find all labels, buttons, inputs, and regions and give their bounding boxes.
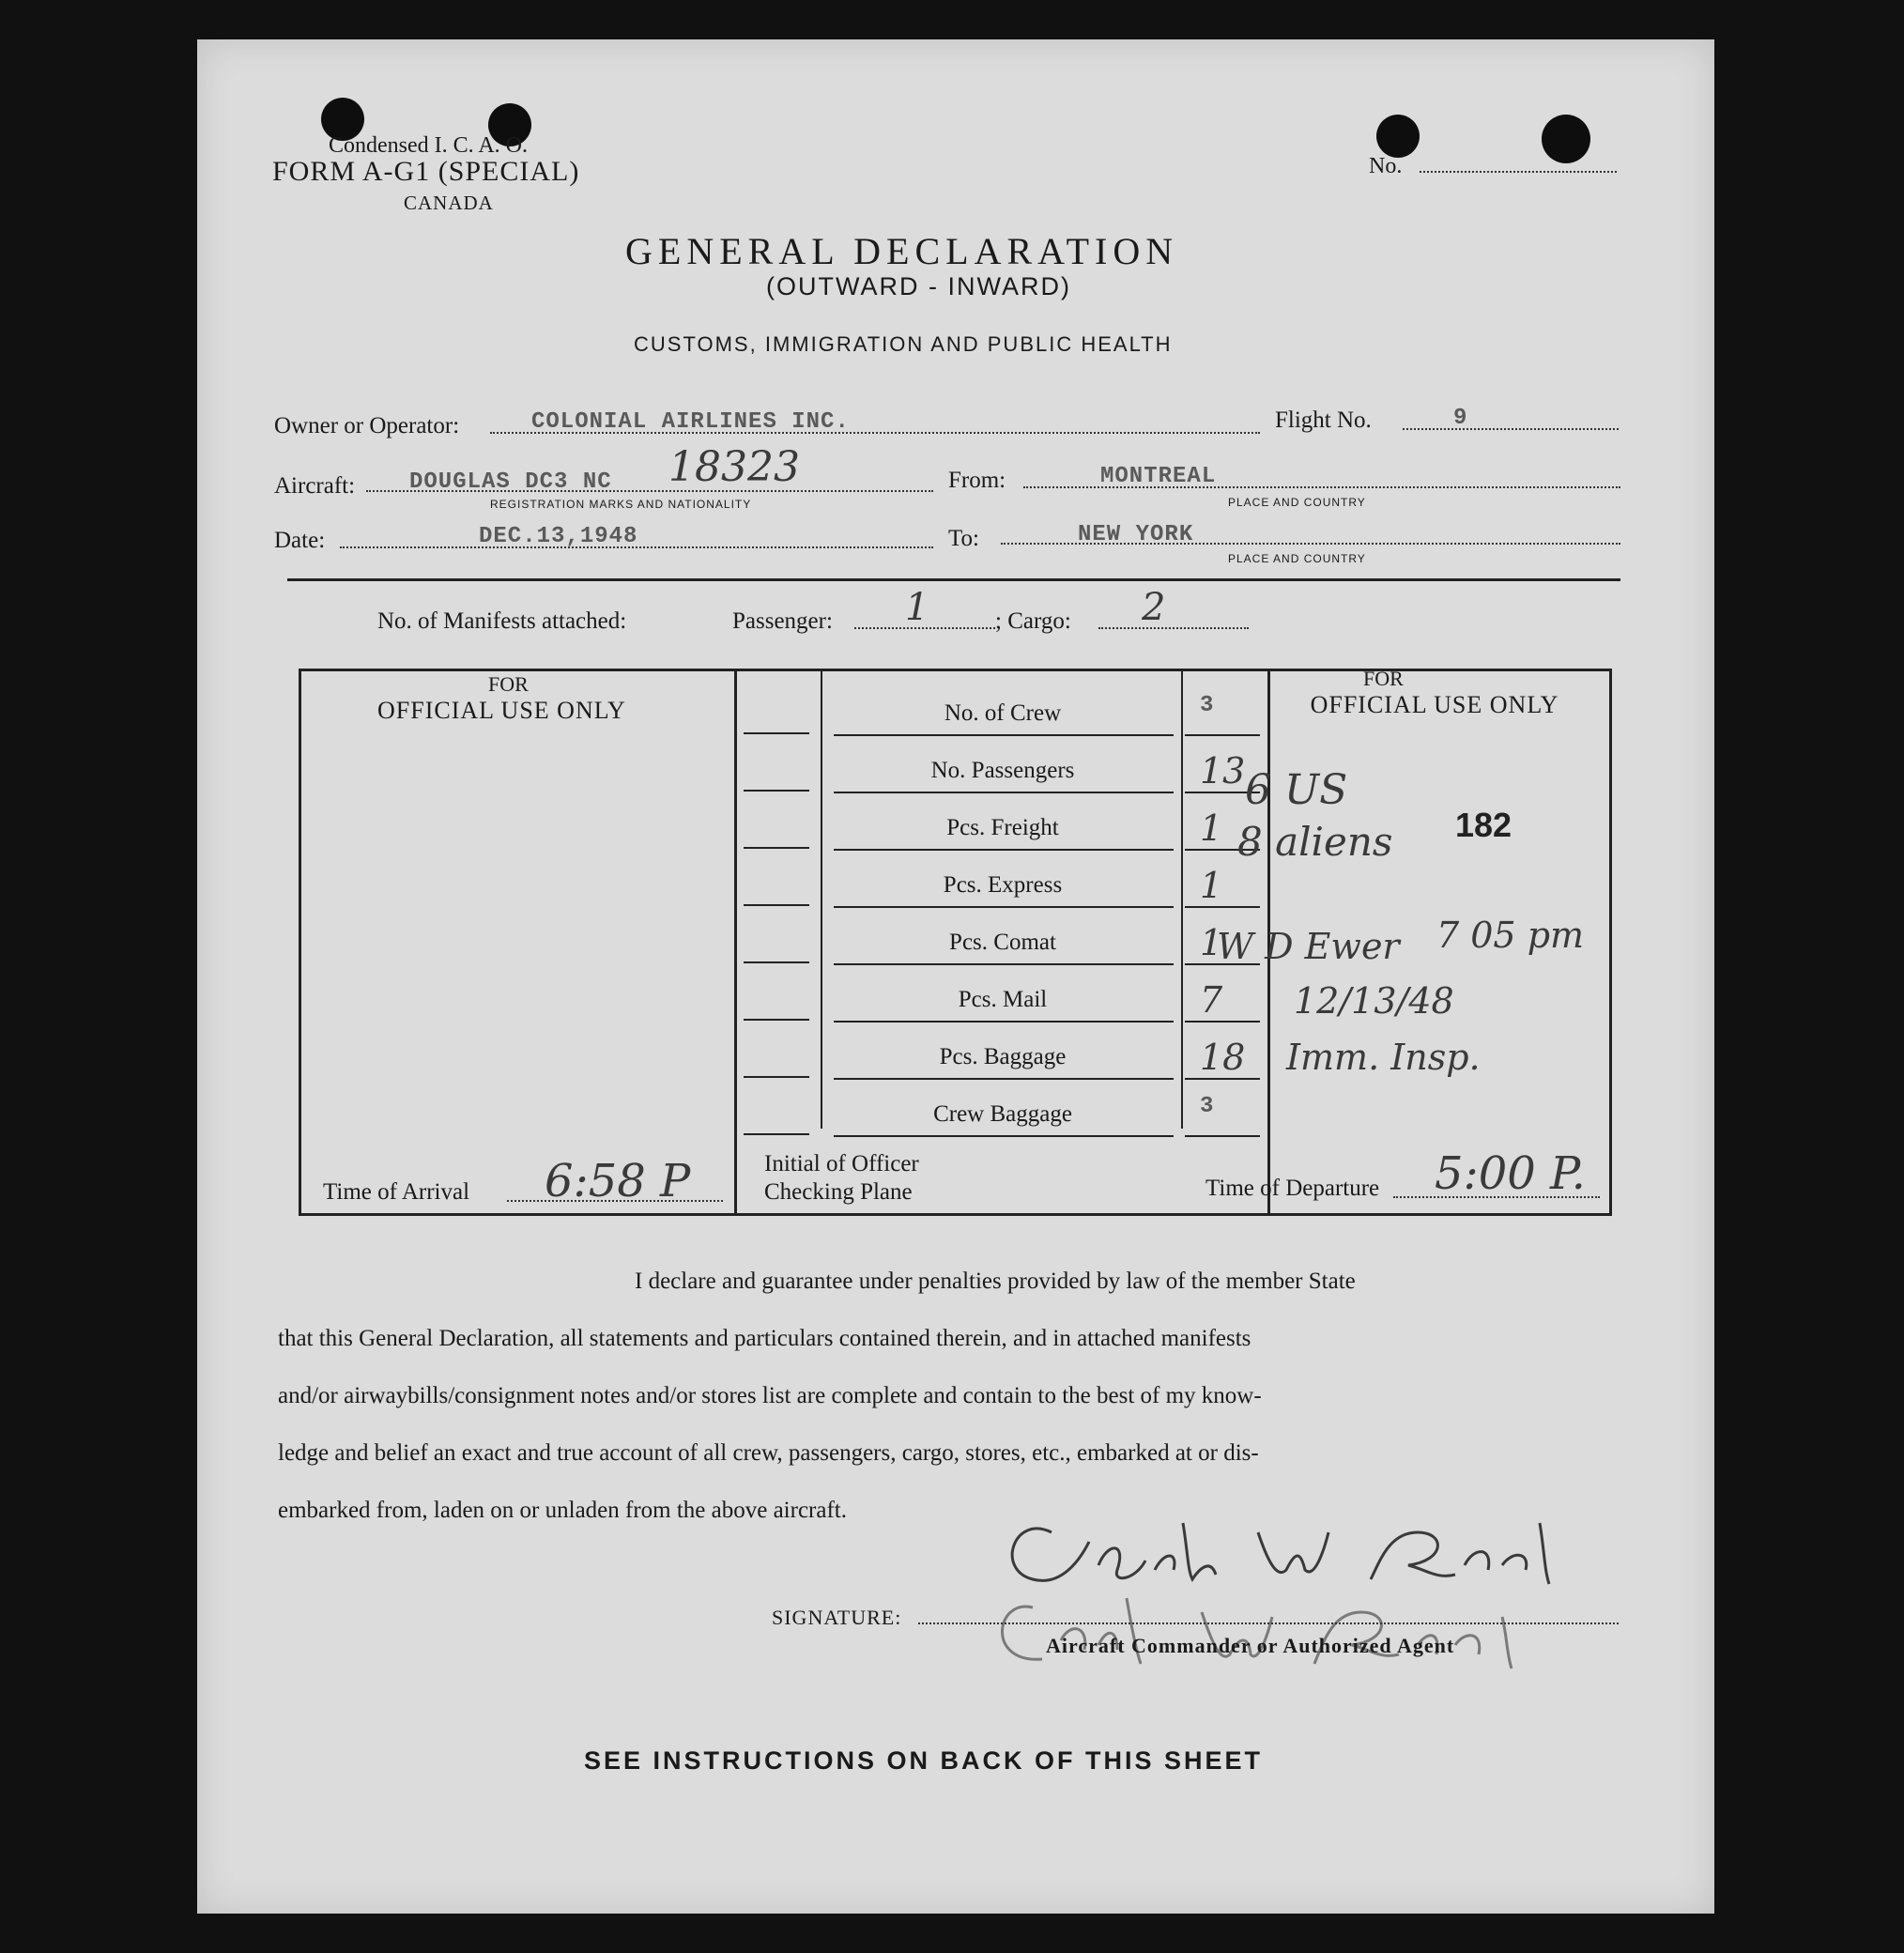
agencies-title: CUSTOMS, IMMIGRATION AND PUBLIC HEALTH <box>634 332 1173 356</box>
row-dash <box>744 790 809 792</box>
row-value-line <box>1185 1021 1260 1023</box>
row-dash <box>744 1076 809 1078</box>
declaration-line: ledge and belief an exact and true account of all crew, passengers, cargo, stores, etc., embarked at or dis- <box>278 1440 1259 1466</box>
row-label: Crew Baggage <box>933 1101 1072 1127</box>
form-number: FORM A-G1 (SPECIAL) <box>272 156 580 187</box>
owner-label: Owner or Operator: <box>274 413 460 438</box>
to-value: NEW YORK <box>1078 522 1194 547</box>
declaration-line: that this General Declaration, all statements and particulars contained therein, and in attached manifests <box>278 1326 1251 1351</box>
row-underline <box>834 1021 1174 1023</box>
declaration-line: and/or airwaybills/consignment notes and/or stores list are complete and contain to the best of my know- <box>278 1383 1262 1408</box>
passenger-value: 1 <box>905 586 929 629</box>
flight-label: Flight No. <box>1275 408 1372 433</box>
row-underline <box>834 963 1174 965</box>
row-label: No. of Crew <box>944 700 1062 726</box>
row-underline <box>834 1135 1174 1137</box>
right-for-label: FOR <box>1363 667 1404 690</box>
row-value: 18 <box>1200 1037 1246 1078</box>
departure-label: Time of Departure <box>1205 1176 1380 1201</box>
table-left-rule <box>299 669 301 1216</box>
declaration-line: embarked from, laden on or unladen from the above aircraft. <box>278 1498 847 1523</box>
row-value: 13 <box>1200 750 1246 792</box>
table-bottom-rule <box>300 1213 1611 1216</box>
signature-caption: Aircraft Commander or Authorized Agent <box>1046 1634 1455 1657</box>
officer-signature: W D Ewer <box>1217 926 1400 967</box>
from-value: MONTREAL <box>1100 464 1217 489</box>
left-for-label: FOR <box>488 672 529 696</box>
signature-line <box>918 1622 1619 1624</box>
table-divider <box>734 670 737 1215</box>
header-divider <box>287 578 1620 581</box>
row-value-line <box>1185 1135 1260 1137</box>
initial-officer-label: Initial of Officer <box>764 1151 919 1176</box>
row-label: Pcs. Mail <box>958 987 1048 1012</box>
arrival-value: 6:58 P <box>545 1155 691 1207</box>
flight-value: 9 <box>1453 406 1468 431</box>
cargo-line <box>1098 627 1249 629</box>
row-dash <box>744 961 809 963</box>
departure-value: 5:00 P. <box>1435 1147 1586 1200</box>
row-dash <box>744 847 809 849</box>
signature-label: SIGNATURE: <box>772 1606 902 1629</box>
manifests-label: No. of Manifests attached: <box>377 608 627 634</box>
arrival-label: Time of Arrival <box>323 1179 470 1205</box>
table-right-rule <box>1609 669 1612 1216</box>
declaration-line: I declare and guarantee under penalties provided by law of the member State <box>635 1269 1356 1294</box>
row-underline <box>834 1078 1174 1080</box>
row-dash <box>744 732 809 734</box>
date-label: Date: <box>274 528 326 553</box>
row-dash <box>744 1019 809 1021</box>
table-divider <box>1181 670 1183 1129</box>
form-condensed: Condensed I. C. A. O. <box>329 133 528 158</box>
aircraft-handwritten: 18323 <box>668 443 800 491</box>
from-label: From: <box>948 468 1006 493</box>
row-value-line <box>1185 906 1260 908</box>
row-underline <box>834 734 1174 736</box>
table-top-rule <box>299 669 1611 671</box>
declaration-sheet <box>197 39 1714 1914</box>
row-dash <box>744 904 809 906</box>
stamp-number: 182 <box>1455 806 1512 844</box>
row-value: 1 <box>1200 865 1223 906</box>
right-official-label: OFFICIAL USE ONLY <box>1310 691 1559 718</box>
row-dash <box>744 1133 809 1135</box>
form-country: CANADA <box>404 192 494 214</box>
punch-hole <box>1376 115 1420 158</box>
row-value: 7 <box>1200 979 1223 1021</box>
handwritten-signature <box>976 1476 1634 1692</box>
number-line <box>1420 171 1617 173</box>
row-label: Pcs. Freight <box>946 815 1059 840</box>
to-caption: PLACE AND COUNTRY <box>1228 552 1366 565</box>
aircraft-value: DOUGLAS DC3 NC <box>409 469 612 495</box>
cargo-label: ; Cargo: <box>995 608 1071 634</box>
page-title: GENERAL DECLARATION <box>625 230 1179 272</box>
row-value: 1 <box>1200 807 1223 849</box>
row-value: 3 <box>1200 1094 1215 1119</box>
row-underline <box>834 906 1174 908</box>
officer-date: 12/13/48 <box>1294 980 1454 1022</box>
row-label: Pcs. Baggage <box>939 1044 1067 1069</box>
flight-line <box>1403 428 1619 430</box>
date-value: DEC.13,1948 <box>479 524 638 549</box>
cargo-value: 2 <box>1142 586 1166 629</box>
table-divider <box>821 670 822 1129</box>
note-aliens: 8 aliens <box>1237 819 1393 865</box>
officer-time: 7 05 pm <box>1436 915 1585 956</box>
row-value: 1 <box>1200 922 1223 963</box>
officer-title: Imm. Insp. <box>1286 1037 1481 1078</box>
row-label: Pcs. Express <box>943 872 1063 898</box>
to-label: To: <box>948 526 979 551</box>
owner-value: COLONIAL AIRLINES INC. <box>531 409 850 435</box>
row-underline <box>834 849 1174 851</box>
row-label: No. Passengers <box>930 758 1075 783</box>
passenger-label: Passenger: <box>732 608 833 634</box>
punch-hole <box>1542 115 1590 163</box>
page-subtitle: (OUTWARD - INWARD) <box>766 272 1071 300</box>
instructions-footer: SEE INSTRUCTIONS ON BACK OF THIS SHEET <box>584 1746 1264 1775</box>
aircraft-label: Aircraft: <box>274 473 356 499</box>
from-caption: PLACE AND COUNTRY <box>1228 496 1366 509</box>
checking-plane-label: Checking Plane <box>764 1179 913 1205</box>
number-label: No. <box>1369 154 1403 178</box>
row-underline <box>834 792 1174 793</box>
row-value-line <box>1185 1078 1260 1080</box>
row-label: Pcs. Comat <box>949 930 1056 955</box>
note-us: 6 US <box>1245 766 1348 814</box>
row-value: 3 <box>1200 693 1215 718</box>
row-value-line <box>1185 734 1260 736</box>
left-official-label: OFFICIAL USE ONLY <box>377 697 626 724</box>
aircraft-caption: REGISTRATION MARKS AND NATIONALITY <box>490 498 752 511</box>
